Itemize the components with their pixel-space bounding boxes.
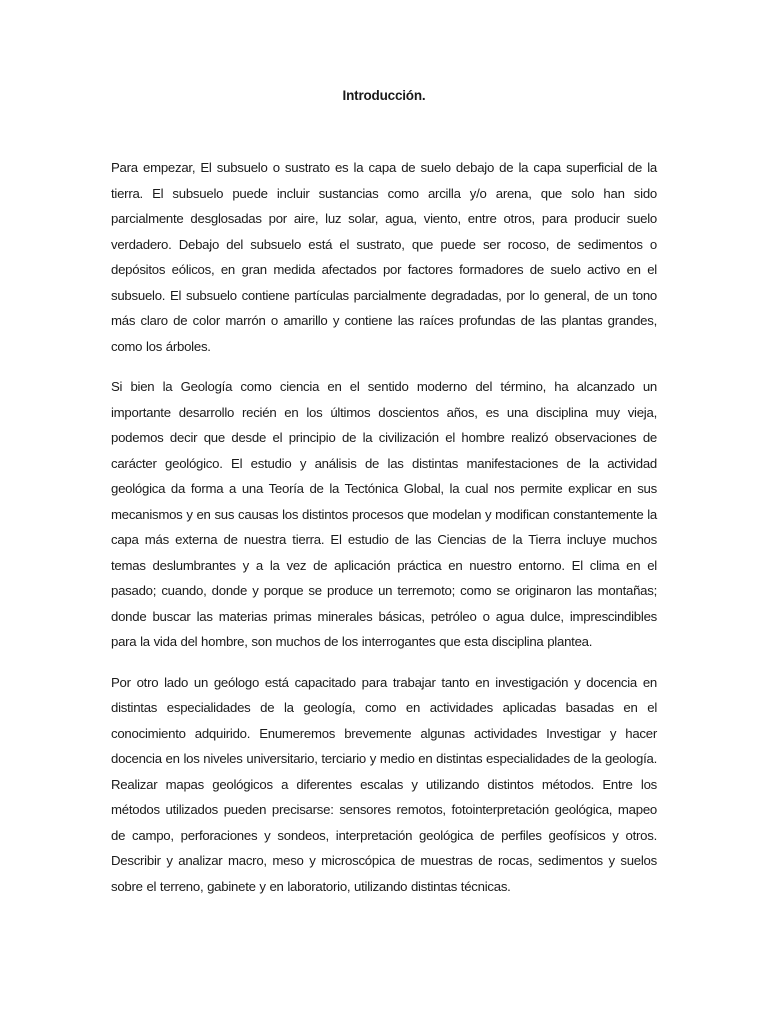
paragraph-subsuelo: Para empezar, El subsuelo o sustrato es la capa de suelo debajo de la capa superficial de la tierra. El subsuelo puede incluir sustancias como arcilla y/o arena, que solo han sido parcialmente desglosadas por aire, luz solar, agua, viento, entre otros, para producir suelo verdadero. Debajo del subsuelo está el sustrato, que puede ser rocoso, de sedimentos o depósitos eólicos, en gran medida afectados por factores formadores de suelo activo en el subsuelo. El subsuelo contiene partículas parcialmente degradadas, por lo general, de un tono más claro de color marrón o amarillo y contiene las raíces profundas de las plantas grandes, como los árboles. xyxy=(111,160,657,354)
paragraph-geologo: Por otro lado un geólogo está capacitado para trabajar tanto en investigación y docencia en distintas especialidades de la geología, como en actividades aplicadas basadas en el conocimiento adquirido. Enumeremos brevemente algunas actividades Investigar y hacer docencia en los niveles universitario, terciario y medio en distintas especialidades de la geología. Realizar mapas geológicos a diferentes escalas y utilizando distintos métodos. Entre los métodos utilizados pueden precisarse: sensores remotos, fotointerpretación geológica, mapeo de campo, perforaciones y sondeos, interpretación geológica de perfiles geofísicos y otros. Describir y analizar macro, meso y microscópica de muestras de rocas, sedimentos y suelos sobre el terreno, gabinete y en laboratorio, utilizando distintas técnicas. xyxy=(111,674,657,894)
document-title: Introducción. xyxy=(342,88,426,103)
document-body xyxy=(111,155,657,914)
paragraph-geologia: Si bien la Geología como ciencia en el sentido moderno del término, ha alcanzado un importante desarrollo recién en los últimos doscientos años, es una disciplina muy vieja, podemos decir que desde el principio de la civilización el hombre realizó observaciones de carácter geológico. El estudio y análisis de las distintas manifestaciones de la actividad geológica da forma a una Teoría de la Tectónica Global, la cual nos permite explicar en sus mecanismos y en sus causas los distintos procesos que modelan y modifican constantemente la capa más externa de nuestra tierra. El estudio de las Ciencias de la Tierra incluye muchos temas deslumbrantes y a la vez de aplicación práctica en nuestro entorno. El clima en el pasado; cuando, donde y porque se produce un terremoto; como se originaron las montañas; donde buscar las materias primas minerales básicas, petróleo o agua dulce, imprescindibles para la vida del hombre, son muchos de los interrogantes que esta disciplina plantea. xyxy=(111,379,657,649)
